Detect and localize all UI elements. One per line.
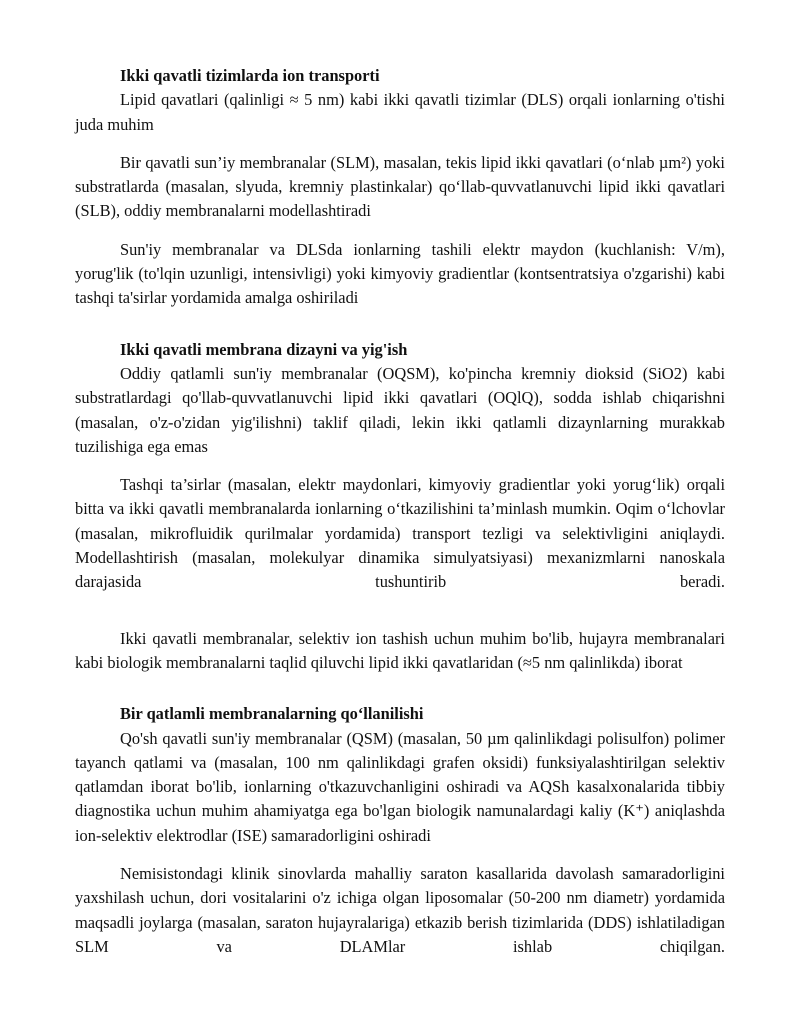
paragraph-single-layer-membranes: Bir qavatli sun’iy membranalar (SLM), masalan, tekis lipid ikki qavatlari (oʻnlab µm²) yoki substratlarda (masalan, slyuda, kremniy plastinkalar) qoʻllab-quvvatlanuvchi lipid ikki qavatlari (SLB), oddiy membranalarni modellashtiradi bbox=[75, 152, 725, 221]
paragraph-external-stimuli: Sun'iy membranalar va DLSda ionlarning tashili elektr maydon (kuchlanish: V/m), yorug'lik (to'lqin uzunligi, intensivligi) yoki kimyoviy gradientlar (kontsentratsiya o'zgarishi) kabi tashqi ta'sirlar yordamida amalga oshiriladi bbox=[75, 239, 725, 308]
paragraph-ion-conduction: Tashqi ta’sirlar (masalan, elektr maydonlari, kimyoviy gradientlar yoki yorugʻlik) orqali bitta va ikki qavatli membranalarda ionlarning oʻtkazilishini ta’minlash mumkin. Oqim oʻlchovlar (masalan, mikrofluidik qurilmalar yordamida) transport tezligi va selektivligini aniqlaydi. Modellashtirish (masalan, molekulyar dinamika simulyatsiyasi) mexanizmlarni nanoskala darajasida tushuntirib beradi. bbox=[75, 475, 725, 592]
section-heading-applications: Bir qatlamli membranalarning qoʻllanilishi bbox=[120, 704, 424, 724]
section-heading-membrane-design: Ikki qavatli membrana dizayni va yig'ish bbox=[120, 339, 408, 359]
paragraph-bilayer-membranes: Ikki qavatli membranalar, selektiv ion tashish uchun muhim bo'lib, hujayra membranalari kabi biologik membranalarni taqlid qiluvchi lipid ikki qavatlaridan (≈5 nm qalinlikda) iborat bbox=[75, 628, 725, 672]
paragraph-qsm: Qo'sh qavatli sun'iy membranalar (QSM) (masalan, 50 µm qalinlikdagi polisulfon) polimer tayanch qatlami va (masalan, 100 nm qalinlikdagi grafen oksidi) funksiyalashtirilgan selektiv qatlamdan iborat bo'lib, ionlarning o'tkazuvchanligini oshiradi va AQSh kasalxonalarida tibbiy diagnostika uchun muhim ahamiyatga ega bo'lgan biologik namunalardagi kaliy (K⁺) aniqlashda ion-selektiv elektrodlar (ISE) samaradorligini oshiradi bbox=[75, 728, 725, 845]
section-heading-ion-transport: Ikki qavatli tizimlarda ion transporti bbox=[120, 66, 380, 85]
paragraph-clinical-trials: Nemisistondagi klinik sinovlarda mahalliy saraton kasallarida davolash samaradorligini yaxshilash uchun, dori vositalarini o'z ichiga olgan liposomalar (50-200 nm diametr) yordamida maqsadli joylarga (masalan, saraton hujayralariga) etkazib berish tizimlarida (DDS) ishlatiladigan SLM va DLAMlar ishlab chiqilgan. bbox=[75, 864, 725, 956]
paragraph-lipid-bilayer-intro: Lipid qavatlari (qalinligi ≈ 5 nm) kabi ikki qavatli tizimlar (DLS) orqali ionlarning o'tishi juda muhim bbox=[75, 90, 725, 134]
paragraph-oqsm: Oddiy qatlamli sun'iy membranalar (OQSM), ko'pincha kremniy dioksid (SiO2) kabi substratlardagi qo'llab-quvvatlanuvchi lipid ikki qavatlari (OQlQ), sodda ishlab chiqarishni (masalan, o'z-o'zidan yig'ilishni) taklif qiladi, lekin ikki qatlamli dizaynlarning murakkab tuzilishiga ega emas bbox=[75, 363, 725, 456]
